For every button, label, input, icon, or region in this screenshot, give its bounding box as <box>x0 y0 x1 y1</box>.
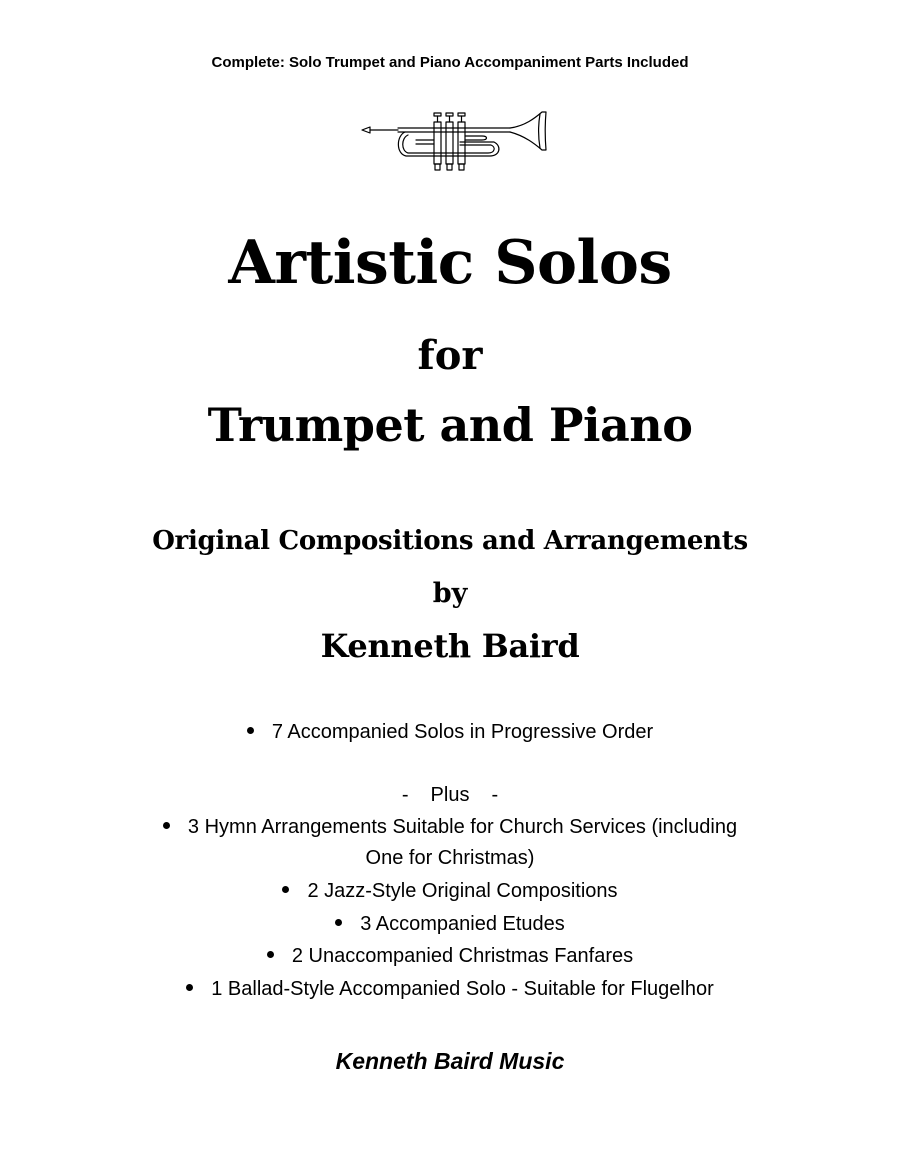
list-item <box>0 945 900 968</box>
list-item <box>0 978 900 1001</box>
list-item-text: 2 Unaccompanied Christmas Fanfares <box>291 945 634 967</box>
list-item <box>0 721 900 744</box>
title-main: Artistic Solos <box>228 228 672 298</box>
bullet-icon <box>247 727 254 734</box>
list-item <box>0 816 900 839</box>
trumpet-icon <box>360 110 550 174</box>
bullet-icon <box>163 822 170 829</box>
list-item-continuation <box>0 847 900 870</box>
by-label: by <box>432 578 468 609</box>
bullet-icon <box>335 919 342 926</box>
subtitle: Original Compositions and Arrangements <box>152 526 748 556</box>
list-item-text: 2 Jazz-Style Original Compositions <box>307 880 618 902</box>
title-connector: for <box>417 332 483 379</box>
list-item-text: 3 Accompanied Etudes <box>360 913 565 935</box>
list-item <box>0 913 900 936</box>
bullet-icon <box>282 886 289 893</box>
list-item-text: One for Christmas) <box>365 847 535 869</box>
list-item-text: 7 Accompanied Solos in Progressive Order <box>271 721 654 743</box>
title-instruments: Trumpet and Piano <box>207 398 693 452</box>
dash-right: - <box>491 784 499 806</box>
publisher-name: Kenneth Baird Music <box>335 1048 565 1074</box>
list-item-text: 1 Ballad-Style Accompanied Solo - Suitable for Flugelhor <box>211 978 714 1000</box>
list-item-text: 3 Hymn Arrangements Suitable for Church Services (including <box>187 816 738 838</box>
author-name: Kenneth Baird <box>320 627 580 665</box>
header-note: Complete: Solo Trumpet and Piano Accompaniment Parts Included <box>211 54 689 71</box>
plus-label: Plus <box>430 784 470 806</box>
bullet-icon <box>267 951 274 958</box>
dash-left: - <box>401 784 409 806</box>
bullet-icon <box>186 984 193 991</box>
plus-divider <box>0 784 900 807</box>
list-item <box>0 880 900 903</box>
